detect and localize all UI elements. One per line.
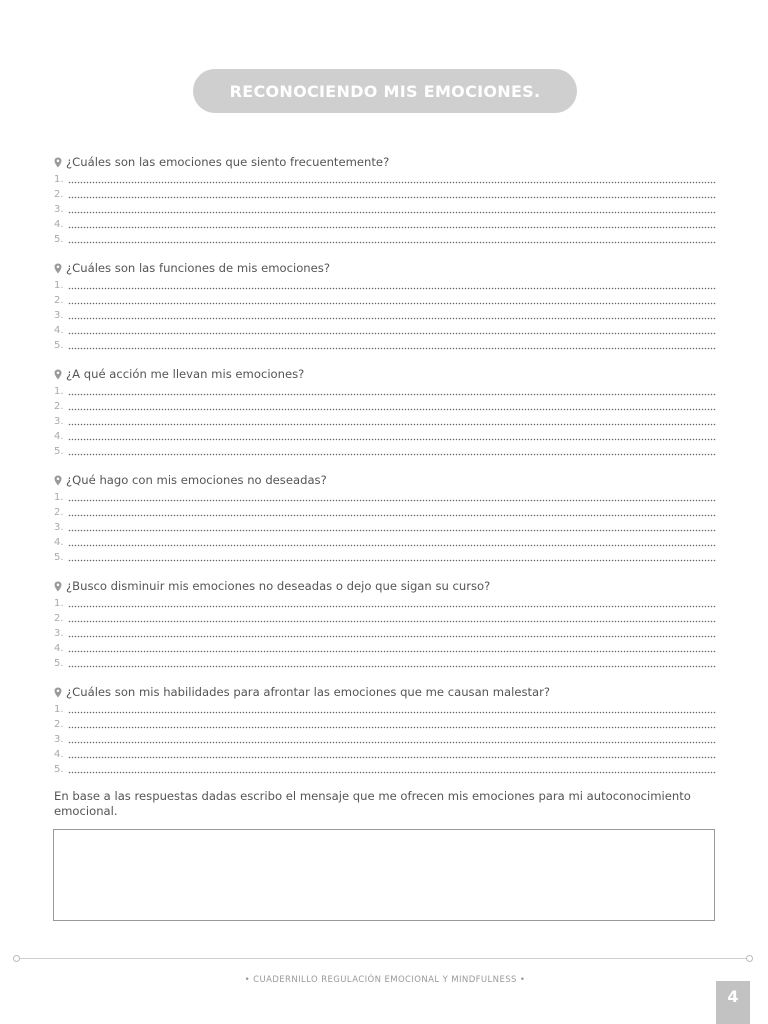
answer-line[interactable] [54, 624, 716, 639]
line-number: 4. [54, 537, 64, 549]
question-section [54, 684, 716, 775]
answer-line[interactable] [54, 215, 716, 230]
answer-line[interactable] [54, 715, 716, 730]
dotted-line [68, 302, 716, 305]
line-number: 4. [54, 643, 64, 655]
line-number: 4. [54, 325, 64, 337]
dotted-line [68, 605, 716, 608]
dotted-line [68, 635, 716, 638]
answer-line[interactable] [54, 397, 716, 412]
dotted-line [68, 408, 716, 411]
answer-line[interactable] [54, 548, 716, 563]
question-header [54, 366, 716, 382]
dotted-line [68, 620, 716, 623]
divider-end-dot [13, 955, 20, 962]
answer-line[interactable] [54, 745, 716, 760]
line-number: 3. [54, 416, 64, 428]
location-pin-icon [54, 369, 62, 380]
line-number: 1. [54, 598, 64, 610]
question-header [54, 154, 716, 170]
location-pin-icon [54, 263, 62, 274]
line-number: 5. [54, 446, 64, 458]
dotted-line [68, 711, 716, 714]
answer-line[interactable] [54, 503, 716, 518]
answer-line[interactable] [54, 518, 716, 533]
question-section [54, 366, 716, 457]
answer-line[interactable] [54, 336, 716, 351]
line-number: 2. [54, 719, 64, 731]
line-number: 1. [54, 704, 64, 716]
dotted-line [68, 226, 716, 229]
page-title: RECONOCIENDO MIS EMOCIONES. [229, 81, 541, 101]
line-number: 5. [54, 658, 64, 670]
question-text: ¿Cuáles son las funciones de mis emociones? [66, 261, 330, 275]
answer-line[interactable] [54, 230, 716, 245]
dotted-line [68, 332, 716, 335]
line-number: 3. [54, 204, 64, 216]
line-number: 4. [54, 219, 64, 231]
line-number: 2. [54, 295, 64, 307]
answer-line[interactable] [54, 594, 716, 609]
line-number: 2. [54, 507, 64, 519]
line-number: 2. [54, 401, 64, 413]
dotted-line [68, 241, 716, 244]
line-number: 1. [54, 280, 64, 292]
dotted-line [68, 393, 716, 396]
question-header [54, 684, 716, 700]
line-number: 1. [54, 492, 64, 504]
line-number: 5. [54, 764, 64, 776]
location-pin-icon [54, 157, 62, 168]
line-number: 3. [54, 628, 64, 640]
question-text: ¿Cuáles son las emociones que siento frecuentemente? [66, 155, 390, 169]
answer-line[interactable] [54, 700, 716, 715]
page-title-banner [193, 69, 577, 113]
answer-line[interactable] [54, 200, 716, 215]
answer-line[interactable] [54, 488, 716, 503]
footer-divider [16, 958, 750, 959]
page-number-badge [716, 981, 750, 1024]
dotted-line [68, 423, 716, 426]
location-pin-icon [54, 581, 62, 592]
dotted-line [68, 196, 716, 199]
line-number: 2. [54, 613, 64, 625]
question-text: ¿Cuáles son mis habilidades para afrontar las emociones que me causan malestar? [66, 685, 551, 699]
answer-line[interactable] [54, 291, 716, 306]
line-number: 5. [54, 552, 64, 564]
dotted-line [68, 665, 716, 668]
dotted-line [68, 559, 716, 562]
closing-prompt: En base a las respuestas dadas escribo el mensaje que me ofrecen mis emociones para mi autoconocimiento emocional. [54, 789, 691, 818]
answer-line[interactable] [54, 412, 716, 427]
line-number: 3. [54, 734, 64, 746]
line-number: 2. [54, 189, 64, 201]
dotted-line [68, 317, 716, 320]
line-number: 5. [54, 340, 64, 352]
dotted-line [68, 438, 716, 441]
dotted-line [68, 347, 716, 350]
line-number: 4. [54, 431, 64, 443]
dotted-line [68, 453, 716, 456]
dotted-line [68, 287, 716, 290]
question-header [54, 578, 716, 594]
dotted-line [68, 529, 716, 532]
line-number: 5. [54, 234, 64, 246]
dotted-line [68, 181, 716, 184]
page-number: 4 [727, 987, 739, 1006]
dotted-line [68, 514, 716, 517]
question-text: ¿A qué acción me llevan mis emociones? [66, 367, 305, 381]
divider-end-dot [746, 955, 753, 962]
location-pin-icon [54, 475, 62, 486]
dotted-line [68, 499, 716, 502]
dotted-line [68, 741, 716, 744]
footer-text: • CUADERNILLO REGULACIÓN EMOCIONAL Y MINDFULNESS • [244, 975, 526, 985]
answer-line[interactable] [54, 639, 716, 654]
question-section [54, 260, 716, 351]
line-number: 1. [54, 386, 64, 398]
dotted-line [68, 650, 716, 653]
question-text: ¿Qué hago con mis emociones no deseadas? [66, 473, 327, 487]
answer-line[interactable] [54, 382, 716, 397]
answer-line[interactable] [54, 609, 716, 624]
answer-line[interactable] [54, 760, 716, 775]
dotted-line [68, 771, 716, 774]
question-header [54, 472, 716, 488]
question-section [54, 472, 716, 563]
dotted-line [68, 211, 716, 214]
line-number: 1. [54, 174, 64, 186]
answer-line[interactable] [54, 276, 716, 291]
question-section [54, 154, 716, 245]
answer-line[interactable] [54, 427, 716, 442]
answer-line[interactable] [54, 654, 716, 669]
dotted-line [68, 726, 716, 729]
answer-line[interactable] [54, 442, 716, 457]
answer-text-box[interactable] [53, 829, 715, 921]
answer-line[interactable] [54, 533, 716, 548]
dotted-line [68, 544, 716, 547]
answer-line[interactable] [54, 730, 716, 745]
location-pin-icon [54, 687, 62, 698]
line-number: 3. [54, 310, 64, 322]
question-section [54, 578, 716, 669]
line-number: 3. [54, 522, 64, 534]
question-text: ¿Busco disminuir mis emociones no deseadas o dejo que sigan su curso? [66, 579, 491, 593]
answer-line[interactable] [54, 170, 716, 185]
answer-line[interactable] [54, 321, 716, 336]
question-header [54, 260, 716, 276]
dotted-line [68, 756, 716, 759]
answer-line[interactable] [54, 306, 716, 321]
answer-line[interactable] [54, 185, 716, 200]
line-number: 4. [54, 749, 64, 761]
